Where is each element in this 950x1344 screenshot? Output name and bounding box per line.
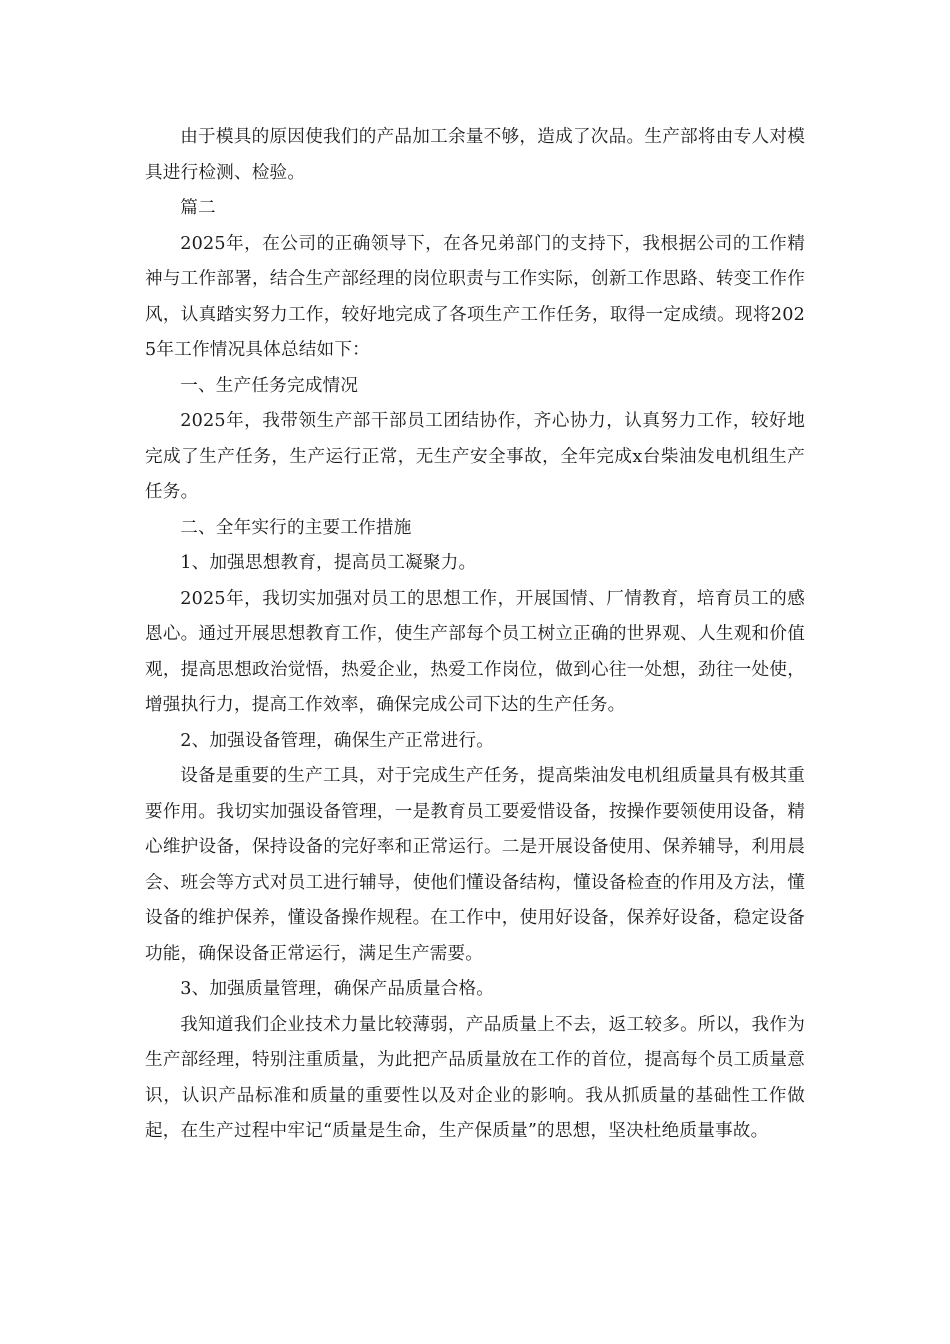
paragraph-quality-management: 我知道我们企业技术力量比较薄弱，产品质量上不去，返工较多。所以，我作为生产部经理，特别注重质量，为此把产品质量放在工作的首位，提高每个员工质量意识，认识产品标准和质量的重要性以及对企业的影响。我从抓质量的基础性工作做起，在生产过程中牢记“质量是生命，生产保质量”的思想，坚决杜绝质量事故。 xyxy=(145,1014,805,1141)
paragraph-ideological-education: 2025年，我切实加强对员工的思想工作，开展国情、厂情教育，培育员工的感恩心。通过开展思想教育工作，使生产部每个员工树立正确的世界观、人生观和价值观，提高思想政治觉悟，热爱企业，热爱工作岗位，做到心往一处想，劲往一处使，增强执行力，提高工作效率，确保完成公司下达的生产任务。 xyxy=(145,588,805,715)
section-heading-part-two: 篇二 xyxy=(180,198,216,218)
paragraph-intro-summary: 2025年，在公司的正确领导下，在各兄弟部门的支持下，我根据公司的工作精神与工作部署，结合生产部经理的岗位职责与工作实际，创新工作思路、转变工作作风，认真踏实努力工作，较好地完成了各项生产工作任务，取得一定成绩。现将2025年工作情况具体总结如下： xyxy=(145,233,805,360)
paragraph-equipment-management: 设备是重要的生产工具，对于完成生产任务，提高柴油发电机组质量具有极其重要作用。我切实加强设备管理，一是教育员工要爱惜设备，按操作要领使用设备，精心维护设备，保持设备的完好率和正常运行。二是开展设备使用、保养辅导，利用晨会、班会等方式对员工进行辅导，使他们懂设备结构，懂设备检查的作用及方法，懂设备的维护保养，懂设备操作规程。在工作中，使用好设备，保养好设备，稳定设备功能，确保设备正常运行，满足生产需要。 xyxy=(145,766,805,964)
heading-production-tasks: 一、生产任务完成情况 xyxy=(180,375,359,396)
paragraph-production-tasks: 2025年，我带领生产部干部员工团结协作，齐心协力，认真努力工作，较好地完成了生产任务，生产运行正常，无生产安全事故，全年完成x台柴油发电机组生产任务。 xyxy=(145,411,805,502)
subheading-quality-management: 3、加强质量管理，确保产品质量合格。 xyxy=(180,979,495,999)
subheading-ideological-education: 1、加强思想教育，提高员工凝聚力。 xyxy=(180,553,477,573)
paragraph-mold-defect: 由于模具的原因使我们的产品加工余量不够，造成了次品。生产部将由专人对模具进行检测、检验。 xyxy=(145,127,805,183)
subheading-equipment-management: 2、加强设备管理，确保生产正常进行。 xyxy=(180,730,495,751)
heading-main-measures: 二、全年实行的主要工作措施 xyxy=(180,517,412,538)
document-body xyxy=(145,120,805,1150)
